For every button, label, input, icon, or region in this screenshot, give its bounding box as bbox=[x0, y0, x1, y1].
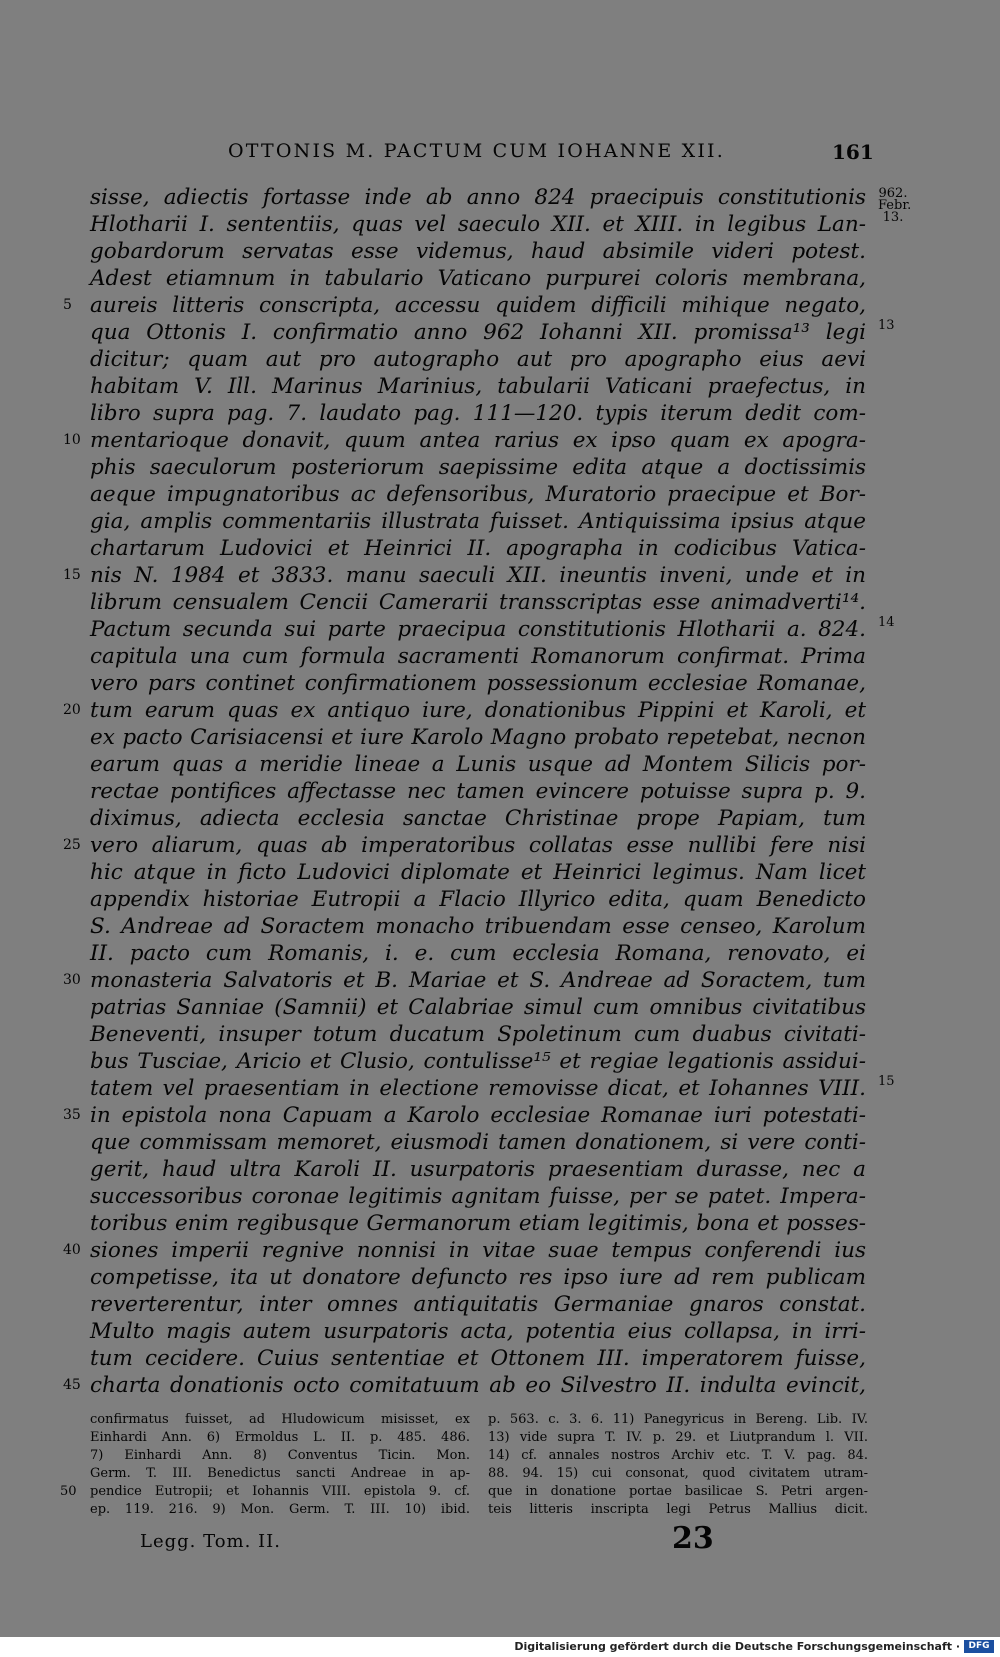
line-text: chartarum Ludovici et Heinrici II. apographa in codicibus Vatica- bbox=[90, 536, 866, 561]
line-text: habitam V. Ill. Marinus Marinius, tabularii Vaticani praefectus, in bbox=[90, 374, 866, 399]
text-line bbox=[0, 184, 1000, 211]
text-line bbox=[0, 940, 1000, 967]
text-line bbox=[0, 400, 1000, 427]
text-line bbox=[0, 1372, 1000, 1399]
line-text: dicitur; quam aut pro autographo aut pro apographo eius aevi bbox=[90, 347, 866, 372]
text-line bbox=[0, 319, 1000, 346]
text-line bbox=[0, 778, 1000, 805]
line-text: reverterentur, inter omnes antiquitatis Germaniae gnaros constat. bbox=[90, 1292, 866, 1317]
margin-date-day: 13. bbox=[882, 210, 904, 225]
text-line bbox=[0, 1048, 1000, 1075]
line-text: Beneventi, insuper totum ducatum Spoletinum cum duabus civitati- bbox=[90, 1022, 866, 1047]
line-text: vero aliarum, quas ab imperatoribus collatas esse nullibi fere nisi bbox=[90, 833, 866, 858]
text-line bbox=[0, 751, 1000, 778]
line-number: 10 bbox=[63, 432, 81, 448]
margin-line-ref: 13 bbox=[878, 318, 895, 333]
text-line bbox=[0, 373, 1000, 400]
text-line bbox=[0, 535, 1000, 562]
line-number: 45 bbox=[63, 1377, 81, 1393]
text-line bbox=[0, 1102, 1000, 1129]
line-text: earum quas a meridie lineae a Lunis usque ad Montem Silicis por- bbox=[90, 752, 866, 777]
line-text: capitula una cum formula sacramenti Romanorum confirmat. Prima bbox=[90, 644, 866, 669]
line-text: qua Ottonis I. confirmatio anno 962 Iohanni XII. promissa¹³ legi bbox=[90, 320, 866, 345]
line-text: rectae pontifices affectasse nec tamen evincere potuisse supra p. 9. bbox=[90, 779, 866, 804]
text-line bbox=[0, 1210, 1000, 1237]
text-line bbox=[0, 1129, 1000, 1156]
line-text: mentarioque donavit, quum antea rarius ex ipso quam ex apogra- bbox=[90, 428, 866, 453]
text-line bbox=[0, 886, 1000, 913]
line-number: 15 bbox=[63, 567, 81, 583]
line-text: gerit, haud ultra Karoli II. usurpatoris praesentiam durasse, nec a bbox=[90, 1157, 866, 1182]
text-line bbox=[0, 994, 1000, 1021]
line-number: 20 bbox=[63, 702, 81, 718]
text-line bbox=[0, 967, 1000, 994]
line-text: competisse, ita ut donatore defuncto res ipso iure ad rem publicam bbox=[90, 1265, 866, 1290]
line-text: diximus, adiecta ecclesia sanctae Christinae prope Papiam, tum bbox=[90, 806, 866, 831]
text-line bbox=[0, 859, 1000, 886]
line-number: 40 bbox=[63, 1242, 81, 1258]
line-number: 5 bbox=[63, 297, 72, 313]
footnote-line bbox=[0, 1429, 1000, 1447]
line-text: S. Andreae ad Soractem monacho tribuendam esse censeo, Karolum bbox=[90, 914, 866, 939]
text-line bbox=[0, 508, 1000, 535]
line-number: 35 bbox=[63, 1107, 81, 1123]
text-line bbox=[0, 1345, 1000, 1372]
line-text: nis N. 1984 et 3833. manu saeculi XII. ineuntis inveni, unde et in bbox=[90, 563, 866, 588]
footnote-line bbox=[0, 1411, 1000, 1429]
footnote-line bbox=[0, 1465, 1000, 1483]
text-line bbox=[0, 724, 1000, 751]
line-text: tum cecidere. Cuius sententiae et Ottonem III. imperatorem fuisse, bbox=[90, 1346, 866, 1371]
main-text bbox=[0, 184, 1000, 1399]
text-line bbox=[0, 454, 1000, 481]
line-text: siones imperii regnive nonnisi in vitae suae tempus conferendi ius bbox=[90, 1238, 866, 1263]
text-line bbox=[0, 1183, 1000, 1210]
line-text: appendix historiae Eutropii a Flacio Illyrico edita, quam Benedicto bbox=[90, 887, 866, 912]
line-text: sisse, adiectis fortasse inde ab anno 824 praecipuis constitutionis bbox=[90, 185, 866, 210]
line-text: bus Tusciae, Aricio et Clusio, contulisse¹⁵ et regiae legationis assidui- bbox=[90, 1049, 866, 1074]
text-line bbox=[0, 697, 1000, 724]
line-text: hic atque in ficto Ludovici diplomate et Heinrici legimus. Nam licet bbox=[90, 860, 866, 885]
digitization-bar bbox=[0, 1637, 1000, 1657]
text-line bbox=[0, 832, 1000, 859]
line-text: successoribus coronae legitimis agnitam fuisse, per se patet. Impera- bbox=[90, 1184, 866, 1209]
dfg-credit[interactable]: Digitalisierung gefördert durch die Deutsche Forschungsgemeinschaft · bbox=[514, 1640, 960, 1653]
footnote-left-column: Einhardi Ann. 6) Ermoldus L. II. p. 485. 486. bbox=[90, 1430, 470, 1445]
line-text: tum earum quas ex antiquo iure, donationibus Pippini et Karoli, et bbox=[90, 698, 866, 723]
line-number: 50 bbox=[60, 1484, 77, 1499]
footnote-right-column: 13) vide supra T. IV. p. 29. et Liutprandum l. VII. bbox=[488, 1430, 868, 1445]
text-line bbox=[0, 427, 1000, 454]
footnote-left-column: Germ. T. III. Benedictus sancti Andreae in ap- bbox=[90, 1466, 470, 1481]
volume-label: Legg. Tom. II. bbox=[140, 1531, 281, 1552]
line-text: Hlotharii I. sententiis, quas vel saeculo XII. et XIII. in legibus Lan- bbox=[90, 212, 866, 237]
line-text: aeque impugnatoribus ac defensoribus, Muratorio praecipue et Bor- bbox=[90, 482, 866, 507]
signature-mark: 23 bbox=[672, 1521, 714, 1556]
line-text: aureis litteris conscripta, accessu quidem difficili mihique negato, bbox=[90, 293, 866, 318]
footnote-line bbox=[0, 1447, 1000, 1465]
text-line bbox=[0, 1021, 1000, 1048]
footnote-left-column: confirmatus fuisset, ad Hludowicum misisset, ex bbox=[90, 1412, 470, 1427]
text-line bbox=[0, 1237, 1000, 1264]
footnotes bbox=[0, 1411, 1000, 1519]
line-text: toribus enim regibusque Germanorum etiam legitimis, bona et posses- bbox=[90, 1211, 866, 1236]
line-text: charta donationis octo comitatuum ab eo Silvestro II. indulta evincit, bbox=[90, 1373, 866, 1398]
text-line bbox=[0, 265, 1000, 292]
line-text: phis saeculorum posteriorum saepissime edita atque a doctissimis bbox=[90, 455, 866, 480]
text-line bbox=[0, 346, 1000, 373]
line-text: monasteria Salvatoris et B. Mariae et S. Andreae ad Soractem, tum bbox=[90, 968, 866, 993]
text-line bbox=[0, 238, 1000, 265]
margin-line-ref: 15 bbox=[878, 1074, 895, 1089]
line-text: Multo magis autem usurpatoris acta, potentia eius collapsa, in irri- bbox=[90, 1319, 866, 1344]
text-line bbox=[0, 589, 1000, 616]
running-header bbox=[0, 140, 1000, 170]
footnote-left-column: pendice Eutropii; et Iohannis VIII. epistola 9. cf. bbox=[90, 1484, 470, 1499]
text-line bbox=[0, 211, 1000, 238]
text-line bbox=[0, 805, 1000, 832]
text-line bbox=[0, 913, 1000, 940]
footnote-left-column: ep. 119. 216. 9) Mon. Germ. T. III. 10) ibid. bbox=[90, 1502, 470, 1517]
line-text: Pactum secunda sui parte praecipua constitutionis Hlotharii a. 824. bbox=[90, 617, 866, 642]
line-text: gia, amplis commentariis illustrata fuisset. Antiquissima ipsius atque bbox=[90, 509, 866, 534]
line-text: gobardorum servatas esse videmus, haud absimile videri potest. bbox=[90, 239, 866, 264]
text-line bbox=[0, 292, 1000, 319]
line-text: in epistola nona Capuam a Karolo ecclesiae Romanae iuri potestati- bbox=[90, 1103, 866, 1128]
footnote-right-column: 14) cf. annales nostros Archiv etc. T. V. pag. 84. bbox=[488, 1448, 868, 1463]
line-text: que commissam memoret, eiusmodi tamen donationem, si vere conti- bbox=[90, 1130, 866, 1155]
line-text: librum censualem Cencii Camerarii transscriptas esse animadverti¹⁴. bbox=[90, 590, 866, 615]
margin-line-ref: 14 bbox=[878, 615, 895, 630]
text-line bbox=[0, 1264, 1000, 1291]
line-text: Adest etiamnum in tabulario Vaticano purpurei coloris membrana, bbox=[90, 266, 866, 291]
text-line bbox=[0, 1291, 1000, 1318]
text-line bbox=[0, 1075, 1000, 1102]
text-line bbox=[0, 643, 1000, 670]
footnote-right-column: p. 563. c. 3. 6. 11) Panegyricus in Bereng. Lib. IV. bbox=[488, 1412, 868, 1427]
line-number: 30 bbox=[63, 972, 81, 988]
text-line bbox=[0, 562, 1000, 589]
line-text: libro supra pag. 7. laudato pag. 111—120. typis iterum dedit com- bbox=[90, 401, 866, 426]
footnote-right-column: teis litteris inscripta legi Petrus Mallius dicit. bbox=[488, 1502, 868, 1517]
footnote-right-column: 88. 94. 15) cui consonat, quod civitatem utram- bbox=[488, 1466, 868, 1481]
line-text: II. pacto cum Romanis, i. e. cum ecclesia Romana, renovato, ei bbox=[90, 941, 866, 966]
line-text: tatem vel praesentiam in electione removisse dicat, et Iohannes VIII. bbox=[90, 1076, 866, 1101]
margin-date-year: 962. bbox=[878, 186, 908, 201]
footnote-right-column: que in donatione portae basilicae S. Petri argen- bbox=[488, 1484, 868, 1499]
line-text: patrias Sanniae (Samnii) et Calabriae simul cum omnibus civitatibus bbox=[90, 995, 866, 1020]
footnote-left-column: 7) Einhardi Ann. 8) Conventus Ticin. Mon. bbox=[90, 1448, 470, 1463]
line-text: vero pars continet confirmationem possessionum ecclesiae Romanae, bbox=[90, 671, 866, 696]
footnote-line bbox=[0, 1483, 1000, 1501]
margin-date-month: Febr. bbox=[878, 198, 912, 213]
text-line bbox=[0, 616, 1000, 643]
line-text: ex pacto Carisiacensi et iure Karolo Magno probato repetebat, necnon bbox=[90, 725, 866, 750]
line-number: 25 bbox=[63, 837, 81, 853]
text-line bbox=[0, 670, 1000, 697]
text-line bbox=[0, 481, 1000, 508]
footnote-line bbox=[0, 1501, 1000, 1519]
dfg-logo-icon[interactable]: DFG bbox=[964, 1640, 994, 1653]
page-number: 161 bbox=[832, 140, 874, 164]
text-line bbox=[0, 1318, 1000, 1345]
text-line bbox=[0, 1156, 1000, 1183]
running-title: OTTONIS M. PACTUM CUM IOHANNE XII. bbox=[228, 140, 726, 162]
